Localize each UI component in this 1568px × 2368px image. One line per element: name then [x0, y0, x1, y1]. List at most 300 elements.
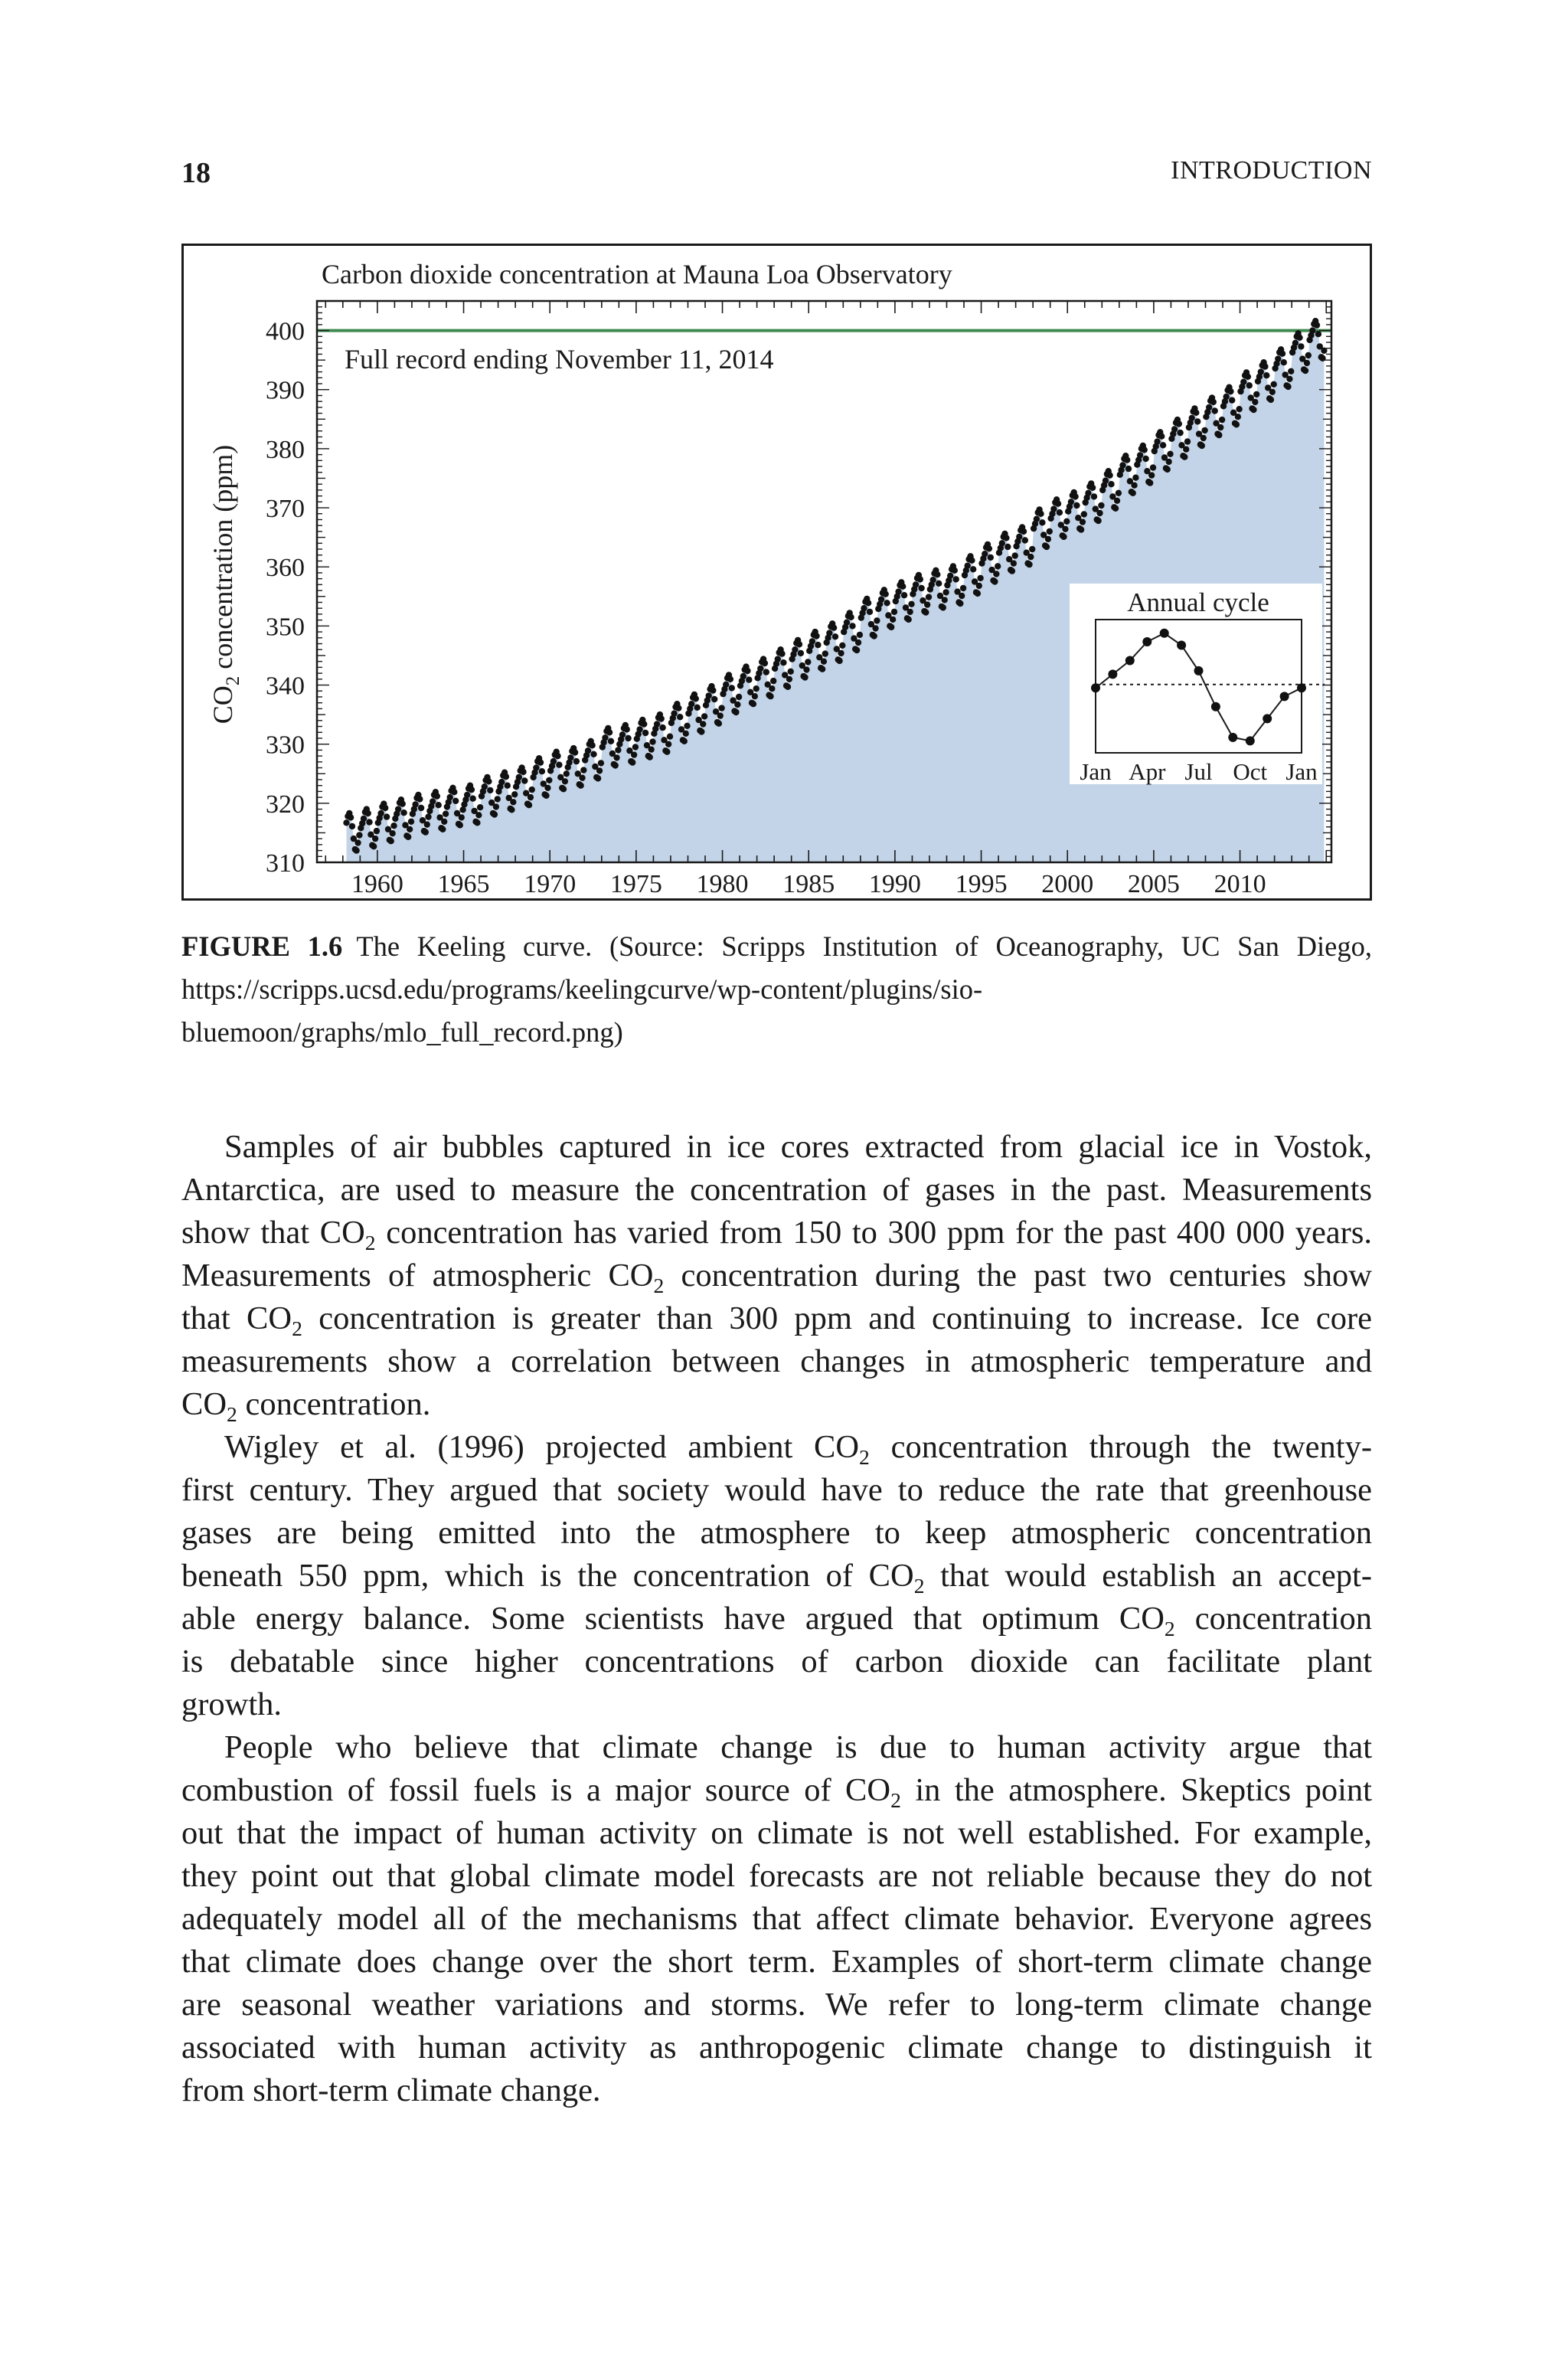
co2-point [681, 738, 688, 744]
co2-point [1142, 456, 1148, 462]
co2-point [1063, 518, 1070, 525]
co2-point [785, 684, 791, 690]
co2-point [543, 793, 549, 799]
co2-point [1286, 376, 1292, 382]
subscript: 2 [292, 1316, 302, 1340]
co2-point [498, 779, 505, 785]
co2-point [1022, 537, 1028, 543]
co2-point [861, 605, 867, 611]
co2-point [464, 792, 470, 798]
text-line: associated with human activity as anthropogenic climate change to distinguish it [181, 2029, 1372, 2065]
co2-point [1288, 368, 1294, 374]
co2-point [572, 749, 578, 755]
co2-point [1304, 360, 1310, 366]
co2-point [1060, 534, 1067, 540]
co2-point [1315, 331, 1321, 337]
co2-point [1250, 407, 1256, 413]
co2-point [815, 642, 821, 648]
co2-point [819, 666, 825, 672]
co2-point [802, 674, 808, 680]
co2-point [1050, 505, 1057, 512]
co2-point [395, 806, 401, 812]
inset-point [1263, 714, 1272, 723]
co2-point [671, 710, 677, 716]
co2-point [544, 785, 550, 791]
co2-point [1183, 446, 1189, 453]
co2-point [447, 794, 453, 800]
co2-point [878, 596, 884, 602]
co2-point [718, 705, 724, 711]
co2-point [596, 767, 603, 774]
text-line: out that the impact of human activity on climate is not well established. For example, [181, 1815, 1372, 1851]
co2-point [416, 796, 423, 802]
section-title: INTRODUCTION [1171, 156, 1372, 185]
co2-point [746, 676, 752, 682]
co2-point [365, 810, 371, 816]
co2-point [1171, 426, 1178, 432]
co2-point [475, 812, 482, 818]
co2-point [917, 576, 923, 582]
running-header [181, 156, 1372, 195]
co2-point [688, 701, 694, 707]
co2-point [1150, 464, 1156, 470]
inset-month-label: Oct [1233, 758, 1268, 785]
figure-caption-text: The Keeling curve. (Source: Scripps Institution of Oceanography, UC San Diego, https://scripps.ucsd.edu/programs/keelingcurve/wp-content/plugins/sio-bluemoon/graphs/mlo_full_record.png) [181, 931, 1372, 1048]
co2-point [1096, 510, 1102, 516]
co2-point [855, 639, 861, 646]
co2-point [867, 609, 873, 615]
co2-point [711, 696, 717, 702]
co2-point [677, 714, 683, 720]
y-tick-label: 320 [266, 790, 305, 819]
co2-point [1085, 490, 1091, 496]
co2-point [1206, 404, 1212, 410]
co2-point [1216, 432, 1222, 438]
co2-point [1292, 340, 1298, 346]
co2-point [1233, 421, 1240, 427]
text-run: Wigley et al. (1996) projected ambient CO [224, 1429, 860, 1465]
subscript: 2 [1164, 1616, 1175, 1640]
co2-point [744, 668, 750, 674]
co2-point [871, 633, 877, 639]
co2-point [836, 658, 842, 664]
co2-point [1269, 389, 1276, 395]
text-line [181, 1297, 1372, 1340]
subscript: 2 [227, 1402, 237, 1426]
co2-point [734, 702, 740, 708]
co2-point [390, 823, 397, 829]
co2-point [353, 847, 359, 853]
co2-point [1037, 511, 1044, 517]
co2-point [1165, 466, 1171, 473]
y-tick-label: 330 [266, 731, 305, 760]
page-number: 18 [181, 157, 211, 189]
co2-point [1177, 430, 1183, 436]
co2-point [857, 632, 863, 638]
co2-point [796, 641, 802, 647]
co2-point [503, 774, 509, 780]
figure-caption [181, 925, 1372, 1054]
co2-point [1279, 351, 1285, 357]
co2-point [683, 731, 689, 737]
co2-point [1073, 502, 1080, 509]
co2-point [706, 692, 712, 698]
co2-point [1055, 501, 1061, 507]
co2-point [926, 594, 932, 600]
co2-point [556, 762, 562, 768]
x-tick-label: 2005 [1127, 870, 1180, 898]
text-run: able energy balance. Some scientists have argued that optimum CO [181, 1601, 1165, 1637]
co2-point [1004, 544, 1011, 550]
y-tick-label: 380 [266, 435, 305, 464]
co2-point [526, 802, 532, 808]
co2-point [1112, 505, 1119, 512]
text-line: they point out that global climate model forecasts are not reliable because they do not [181, 1858, 1372, 1894]
co2-point [388, 838, 394, 844]
co2-point [1029, 546, 1035, 552]
text-run: in the atmosphere. Skeptics point [900, 1772, 1372, 1808]
co2-point [1262, 363, 1268, 369]
co2-point [441, 819, 447, 825]
inset-point [1160, 629, 1169, 638]
co2-point [865, 600, 871, 606]
co2-point [1114, 498, 1120, 504]
co2-point [560, 786, 567, 792]
text-run: concentration through the twenty- [869, 1429, 1372, 1465]
co2-point [649, 738, 655, 744]
text-line [181, 1212, 1372, 1254]
co2-point [872, 625, 878, 631]
co2-point [900, 584, 906, 590]
co2-point [1091, 493, 1097, 499]
subscript: 2 [913, 1573, 925, 1598]
co2-point [786, 676, 792, 682]
co2-point [1078, 526, 1084, 532]
co2-point [710, 687, 716, 693]
co2-point [619, 731, 626, 738]
co2-point [554, 753, 560, 759]
co2-point [940, 604, 946, 610]
co2-point [482, 783, 488, 790]
co2-point [356, 832, 362, 838]
co2-point [642, 730, 648, 736]
co2-point [1027, 554, 1034, 560]
co2-point [952, 567, 958, 574]
co2-point [1268, 397, 1274, 403]
co2-point [1095, 518, 1101, 524]
co2-point [1132, 475, 1138, 481]
co2-point [665, 741, 671, 747]
co2-point [1217, 424, 1223, 430]
co2-point [957, 600, 963, 607]
text-line [181, 1383, 1372, 1426]
text-run: combustion of fossil fuels is a major source of CO [181, 1772, 891, 1808]
co2-point [809, 638, 815, 644]
co2-point [641, 721, 647, 727]
co2-point [1062, 526, 1068, 532]
co2-point [848, 614, 854, 620]
co2-point [901, 592, 907, 598]
co2-point [349, 823, 355, 829]
co2-point [700, 721, 706, 727]
co2-point [1026, 561, 1032, 567]
co2-point [1227, 388, 1233, 394]
co2-point [694, 705, 701, 711]
body-paragraph [181, 1126, 1372, 1426]
co2-point [664, 749, 670, 755]
co2-point [1160, 442, 1166, 448]
co2-point [1072, 493, 1078, 499]
x-tick-label: 1980 [696, 870, 749, 898]
co2-point [550, 758, 557, 764]
co2-point [1034, 516, 1040, 522]
co2-point [573, 758, 580, 764]
co2-point [629, 759, 635, 765]
co2-point [1137, 452, 1143, 458]
x-tick-label: 1995 [955, 870, 1008, 898]
co2-point [511, 791, 518, 797]
text-line [181, 1769, 1372, 1812]
text-run: concentration. [237, 1386, 431, 1422]
text-line: Samples of air bubbles captured in ice cores extracted from glacial ice in Vostok, [224, 1129, 1372, 1165]
co2-point [492, 811, 498, 817]
co2-point [590, 751, 596, 757]
co2-point [374, 828, 380, 834]
text-run: concentration has varied from 150 to 300 ppm for the past 400 000 years. [375, 1215, 1372, 1251]
co2-point [1176, 420, 1182, 427]
co2-point [477, 804, 483, 810]
co2-point [474, 819, 480, 826]
co2-point [602, 734, 608, 741]
keeling-chart [181, 244, 1372, 901]
co2-point [1252, 399, 1258, 405]
text-line: gases are being emitted into the atmosphere to keep atmospheric concentration [181, 1515, 1372, 1551]
co2-point [1106, 472, 1112, 478]
co2-point [723, 682, 729, 688]
co2-point [598, 760, 604, 766]
co2-point [648, 746, 654, 752]
co2-point [516, 774, 522, 780]
text-line: measurements show a correlation between changes in atmospheric temperature and [181, 1343, 1372, 1379]
co2-point [348, 814, 354, 820]
x-tick-labels [351, 870, 1266, 898]
co2-point [589, 742, 595, 748]
co2-point [434, 793, 440, 799]
co2-point [854, 647, 860, 653]
co2-point [890, 617, 896, 623]
co2-point [953, 576, 959, 582]
body-paragraph [181, 1426, 1372, 1726]
y-tick-label: 310 [266, 849, 305, 878]
co2-point [443, 811, 449, 817]
co2-point [849, 623, 855, 629]
co2-point [533, 764, 539, 770]
co2-point [1080, 518, 1086, 525]
co2-point [1314, 322, 1320, 328]
chart-title: Carbon dioxide concentration at Mauna Loa Observatory [322, 259, 952, 289]
body-paragraph [181, 1726, 1372, 2112]
co2-point [1193, 410, 1199, 416]
co2-point [1258, 368, 1264, 374]
text-line: adequately model all of the mechanisms that affect climate behavior. Everyone agrees [181, 1901, 1372, 1937]
inset-title: Annual cycle [1127, 587, 1269, 617]
co2-point [991, 578, 998, 584]
co2-point [567, 754, 573, 760]
co2-point [1011, 560, 1017, 566]
co2-point [505, 783, 511, 789]
co2-point [510, 799, 516, 805]
chart-annotation: Full record ending November 11, 2014 [345, 344, 774, 374]
co2-point [1210, 399, 1217, 405]
co2-point [1147, 479, 1153, 486]
co2-point [564, 770, 570, 777]
co2-point [733, 709, 739, 715]
co2-point [615, 747, 621, 753]
co2-point [959, 593, 965, 599]
co2-point [658, 715, 665, 721]
co2-point [585, 747, 591, 754]
co2-point [1236, 406, 1242, 412]
co2-point [826, 630, 832, 636]
co2-point [424, 821, 430, 827]
co2-point [1158, 433, 1165, 440]
co2-point [1275, 355, 1281, 361]
co2-point [436, 802, 442, 808]
co2-point [1246, 382, 1253, 388]
co2-point [451, 789, 457, 795]
co2-point [752, 693, 758, 699]
co2-point [874, 617, 880, 623]
co2-point [986, 545, 992, 551]
text-line: Antarctica, are used to measure the concentration of gases in the past. Measurements [181, 1172, 1372, 1208]
co2-point [693, 695, 699, 702]
x-tick-label: 1970 [524, 870, 577, 898]
co2-point [1240, 379, 1246, 385]
text-run: concentration is greater than 300 ppm and continuing to increase. Ice core [302, 1300, 1372, 1336]
subscript: 2 [653, 1273, 665, 1297]
co2-point [1047, 528, 1053, 535]
x-tick-label: 1960 [351, 870, 403, 898]
co2-point [606, 729, 612, 735]
x-tick-label: 1985 [782, 870, 835, 898]
co2-point [580, 767, 586, 773]
co2-point [982, 551, 988, 557]
co2-point [999, 540, 1005, 546]
y-tick-label: 390 [266, 376, 305, 405]
subscript: 2 [364, 1230, 376, 1254]
co2-point [883, 591, 889, 597]
co2-point [539, 768, 545, 774]
co2-point [913, 581, 919, 587]
co2-point [408, 819, 414, 825]
co2-point [430, 798, 436, 804]
co2-point [425, 813, 431, 819]
x-tick-label: 1975 [609, 870, 662, 898]
co2-point [1309, 327, 1315, 333]
co2-point [1285, 384, 1291, 390]
co2-point [969, 558, 975, 564]
co2-point [895, 588, 901, 594]
y-tick-label: 360 [266, 554, 305, 583]
text-line: are seasonal weather variations and storms. We refer to long-term climate change [181, 1987, 1372, 2023]
co2-point [918, 585, 924, 591]
co2-point [361, 816, 367, 822]
co2-point [613, 754, 619, 760]
co2-point [1044, 544, 1050, 550]
co2-point [1098, 502, 1104, 509]
co2-point [805, 659, 811, 665]
annual-cycle-inset [1070, 584, 1325, 785]
inset-point [1142, 637, 1152, 646]
co2-point [736, 694, 742, 700]
text-line [181, 1598, 1372, 1640]
co2-point [729, 685, 735, 691]
text-line: first century. They argued that society would have to reduce the rate that greenhouse [181, 1472, 1372, 1508]
body-text [181, 1126, 1372, 2112]
co2-point [970, 566, 976, 572]
co2-point [577, 783, 583, 789]
co2-point [1102, 477, 1109, 483]
inset-point [1211, 702, 1220, 711]
co2-point [1245, 374, 1251, 380]
co2-point [1068, 499, 1074, 505]
co2-point [354, 839, 361, 845]
inset-point [1228, 733, 1237, 742]
text-run: concentration during the past two centuries show [664, 1258, 1372, 1294]
co2-point [698, 728, 704, 734]
co2-point [844, 620, 850, 626]
inset-point [1125, 656, 1135, 666]
co2-point [1229, 397, 1235, 403]
co2-point [418, 805, 424, 811]
co2-point [934, 571, 940, 577]
co2-point [1212, 407, 1218, 414]
co2-point [372, 836, 378, 842]
co2-point [412, 801, 418, 807]
co2-point [1012, 552, 1018, 558]
co2-point [377, 810, 384, 816]
co2-point [977, 575, 983, 581]
co2-point [1045, 536, 1051, 542]
co2-point [529, 787, 535, 793]
co2-point [1125, 466, 1132, 472]
co2-point [469, 787, 475, 793]
co2-point [1116, 490, 1122, 496]
co2-point [452, 798, 459, 804]
y-tick-label: 340 [266, 672, 305, 701]
text-line [181, 1426, 1372, 1469]
co2-point [960, 585, 966, 591]
co2-point [659, 724, 665, 731]
text-run: that CO [181, 1300, 292, 1336]
co2-point [947, 573, 953, 579]
co2-point [400, 810, 407, 816]
co2-point [1081, 511, 1087, 517]
text-line: People who believe that climate change is due to human activity argue that [224, 1729, 1372, 1765]
co2-point [405, 834, 411, 840]
co2-point [767, 693, 773, 699]
x-tick-label: 2010 [1214, 870, 1266, 898]
co2-point [1302, 368, 1308, 374]
co2-point [1194, 418, 1200, 424]
co2-point [1148, 472, 1155, 478]
co2-point [371, 843, 377, 849]
inset-point [1091, 683, 1100, 692]
co2-point [1263, 372, 1269, 378]
co2-point [753, 685, 760, 692]
co2-point [632, 744, 639, 750]
co2-point [400, 800, 406, 806]
